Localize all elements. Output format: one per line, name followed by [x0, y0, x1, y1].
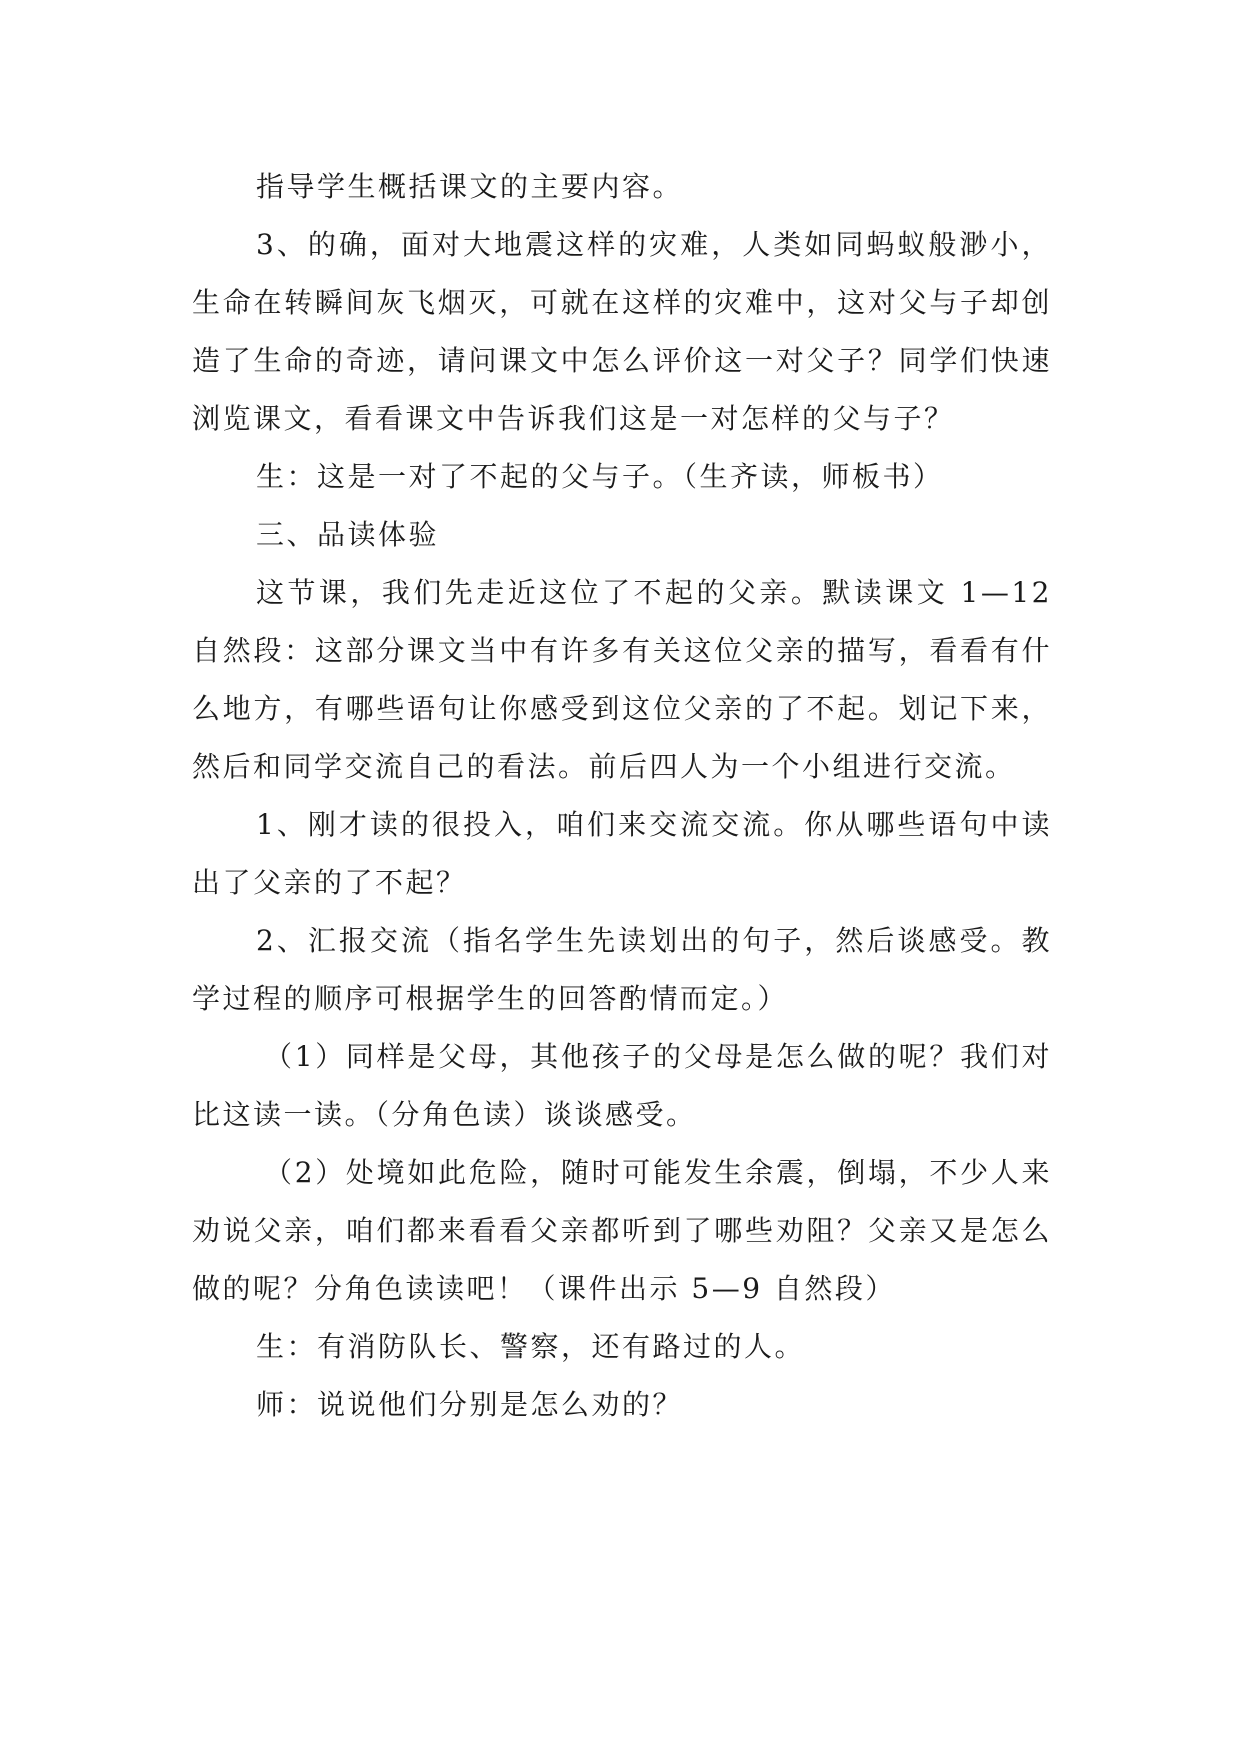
section-heading-reading-experience: 三、品读体验: [256, 518, 440, 551]
paragraph-summary-instruction: 指导学生概括课文的主要内容。: [256, 170, 684, 203]
paragraph-step-2: 2、汇报交流（指名学生先读划出的句子，然后谈感受。教学过程的顺序可根据学生的回答酌情而定。）: [192, 924, 1052, 1015]
paragraph-student-answer: 生：这是一对了不起的父与子。（生齐读，师板书）: [256, 460, 944, 493]
paragraph-student-reply: 生：有消防队长、警察，还有路过的人。: [256, 1330, 806, 1363]
paragraph-step-1: 1、刚才读的很投入，咱们来交流交流。你从哪些语句中读出了父亲的了不起？: [192, 808, 1052, 899]
paragraph-substep-2: （2）处境如此危险，随时可能发生余震，倒塌，不少人来劝说父亲，咱们都来看看父亲都听到了哪些劝阻？父亲又是怎么做的呢？分角色读读吧！（课件出示 5—9 自然段）: [192, 1156, 1052, 1305]
paragraph-question-3: 3、的确，面对大地震这样的灾难，人类如同蚂蚁般渺小，生命在转瞬间灰飞烟灭，可就在这样的灾难中，这对父与子却创造了生命的奇迹，请问课文中怎么评价这一对父子？同学们快速浏览课文，看看课文中告诉我们这是一对怎样的父与子？: [192, 228, 1052, 435]
paragraph-teacher-question: 师：说说他们分别是怎么劝的？: [256, 1388, 684, 1421]
paragraph-lesson-intro: 这节课，我们先走近这位了不起的父亲。默读课文 1—12 自然段：这部分课文当中有许多有关这位父亲的描写，看看有什么地方，有哪些语句让你感受到这位父亲的了不起。划记下来，然后和同学交流自己的看法。前后四人为一个小组进行交流。: [192, 576, 1052, 783]
paragraph-substep-1: （1）同样是父母，其他孩子的父母是怎么做的呢？我们对比这读一读。（分角色读）谈谈感受。: [192, 1040, 1052, 1131]
document-body: [192, 158, 1052, 1434]
